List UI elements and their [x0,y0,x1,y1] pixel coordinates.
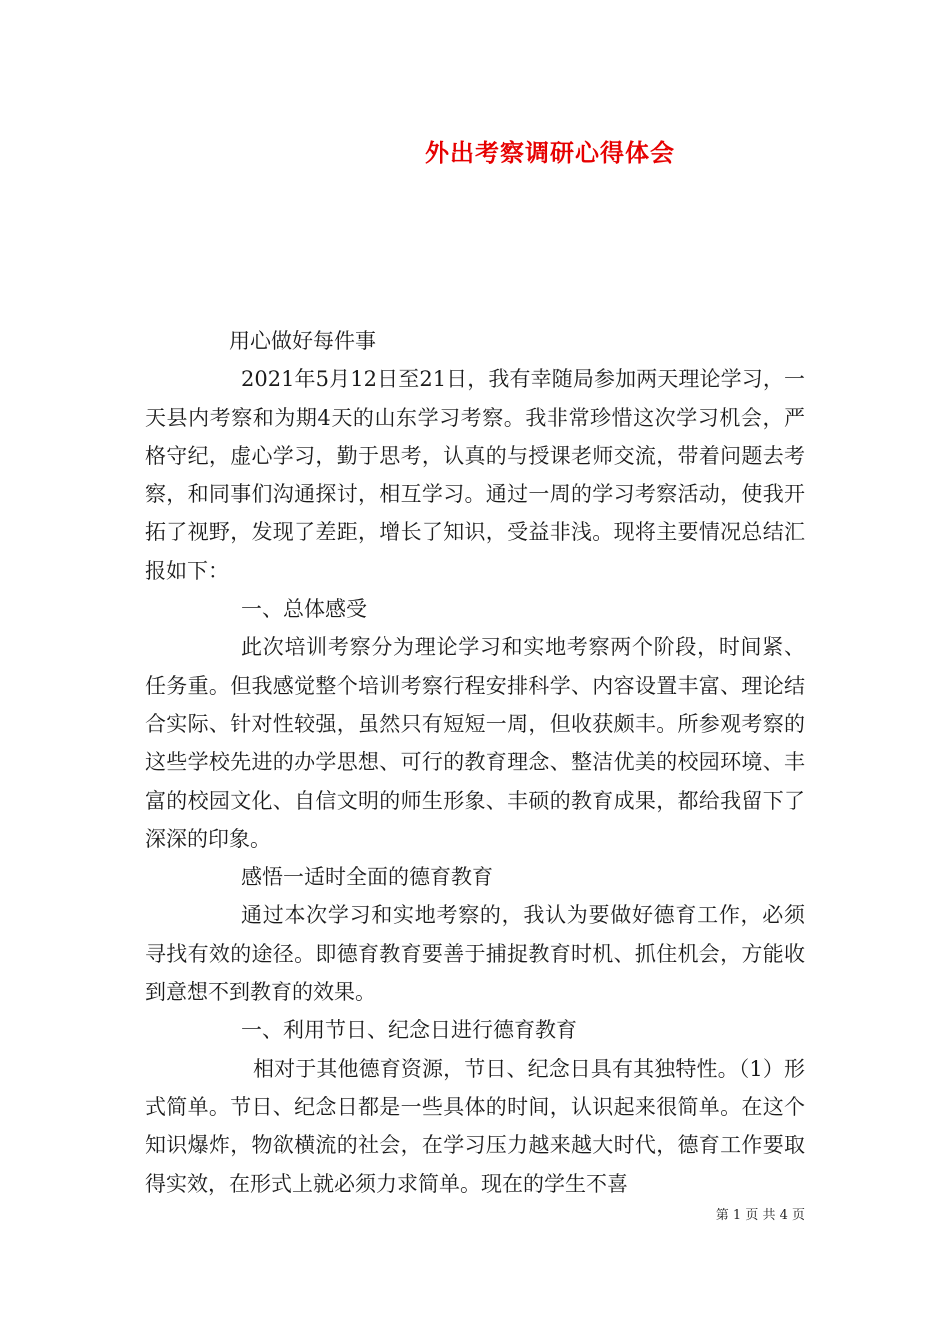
document-title: 外出考察调研心得体会 [425,138,675,167]
document-body [145,322,805,1203]
paragraph: 通过本次学习和实地考察的，我认为要做好德育工作，必须寻找有效的途径。即德育教育要善于捕捉教育时机、抓住机会，方能收到意想不到教育的效果。 [145,903,805,1005]
page-footer: 第 1 页 共 4 页 [715,1208,805,1223]
paragraph: 相对于其他德育资源，节日、纪念日具有其独特性。（1）形式简单。节日、纪念日都是一些具体的时间，认识起来很简单。在这个知识爆炸，物欲横流的社会，在学习压力越来越大时代，德育工作要取得实效，在形式上就必须力求简单。现在的学生不喜 [145,1056,805,1196]
paragraph: 2021年5月12日至21日，我有幸随局参加两天理论学习，一天县内考察和为期4天的山东学习考察。我非常珍惜这次学习机会，严格守纪，虚心学习，勤于思考，认真的与授课老师交流，带着问题去考察，和同事们沟通探讨，相互学习。通过一周的学习考察活动，使我开拓了视野，发现了差距，增长了知识，受益非浅。现将主要情况总结汇报如下： [145,367,805,583]
section-heading: 感悟一适时全面的德育教育 [241,865,493,890]
paragraph-heading: 用心做好每件事 [229,329,376,353]
paragraph: 此次培训考察分为理论学习和实地考察两个阶段，时间紧、任务重。但我感觉整个培训考察行程安排科学、内容设置丰富、理论结合实际、针对性较强，虽然只有短短一周，但收获颇丰。所参观考察的这些学校先进的办学思想、可行的教育理念、整洁优美的校园环境、丰富的校园文化、自信文明的师生形象、丰硕的教育成果，都给我留下了深深的印象。 [145,635,805,851]
section-heading: 一、总体感受 [241,597,367,622]
section-heading: 一、利用节日、纪念日进行德育教育 [241,1018,577,1043]
